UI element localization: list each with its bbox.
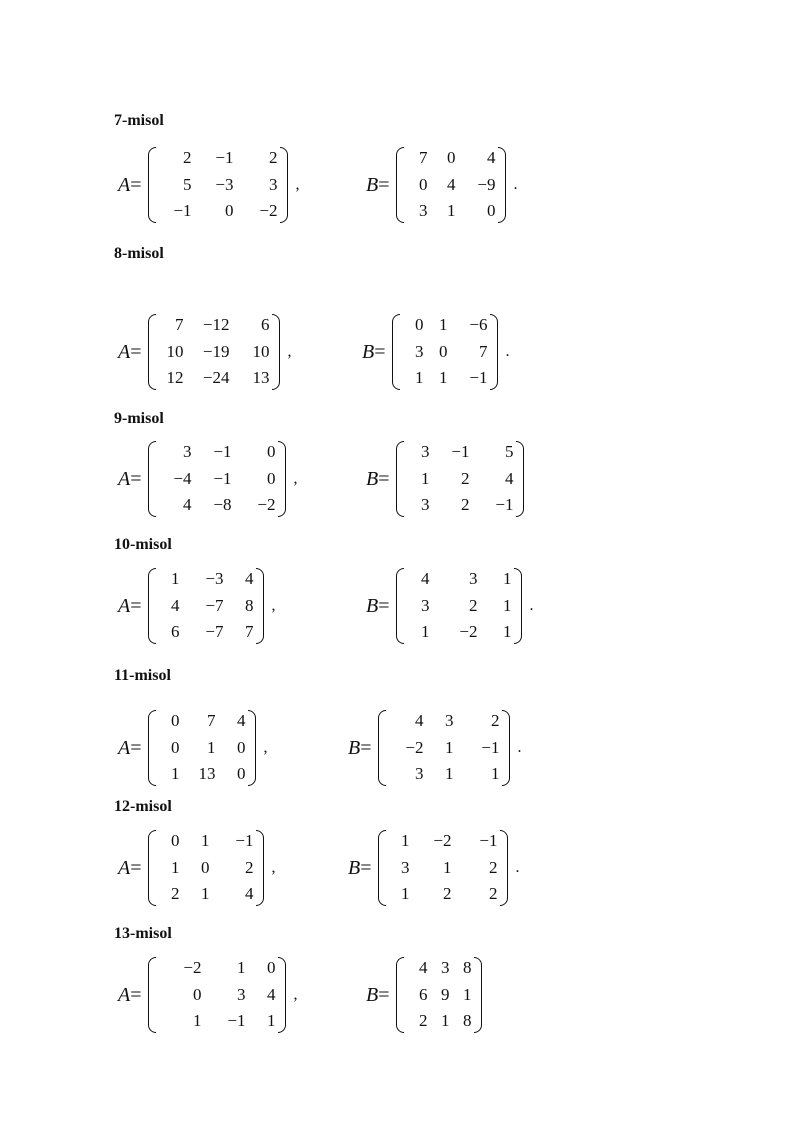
problem-heading: 7-misol [114, 112, 164, 129]
matrix-row [158, 828, 254, 855]
matrix-variable: B [366, 467, 379, 490]
matrix-row [158, 881, 254, 908]
matrix-b [392, 312, 498, 392]
matrix-cell: 3 [445, 711, 454, 731]
matrix-row [158, 1008, 276, 1035]
separator-punctuation: . [513, 176, 518, 193]
matrix-cell: 0 [171, 711, 180, 731]
separator-punctuation: . [517, 739, 522, 756]
equals-sign: = [378, 173, 390, 196]
matrix-cell: 0 [447, 148, 456, 168]
matrix-cell: 3 [421, 595, 430, 615]
matrix-cell: −1 [213, 468, 232, 488]
matrix-row [402, 312, 488, 339]
problem-heading: 11-misol [114, 667, 171, 684]
matrix-cell: 5 [505, 442, 514, 462]
matrix-cell: 7 [175, 315, 184, 335]
matrix-cell: 1 [463, 984, 472, 1004]
matrix-cell: 0 [237, 737, 246, 757]
matrix-a [148, 312, 280, 392]
matrix-cell: 3 [421, 495, 430, 515]
matrix-cell: 1 [171, 857, 180, 877]
matrix-row [158, 955, 276, 982]
matrix-cell: −1 [479, 831, 498, 851]
matrix-cell: 1 [171, 569, 180, 589]
matrix-row [158, 982, 276, 1009]
matrix-variable: B [366, 594, 379, 617]
matrix-cell: 3 [237, 984, 246, 1004]
matrix-b [378, 828, 508, 908]
matrix-b [378, 708, 510, 788]
matrix-cell: 2 [489, 884, 498, 904]
matrix-cell: 2 [461, 468, 470, 488]
matrix-cell: 7 [479, 341, 488, 361]
matrix-label [366, 595, 390, 618]
matrix-cell: 7 [419, 148, 428, 168]
matrix-cell: 2 [183, 148, 192, 168]
matrix-row [158, 619, 254, 646]
matrix-a [148, 828, 264, 908]
matrix-cell: 0 [419, 174, 428, 194]
matrix-cell: −6 [469, 315, 488, 335]
matrix-cell: −2 [459, 622, 478, 642]
matrix-cell: −3 [215, 174, 234, 194]
matrix-variable: A [118, 467, 131, 490]
equation-b [366, 564, 534, 648]
matrix-cell: −2 [257, 495, 276, 515]
matrix-row [158, 145, 278, 172]
matrix-variable: A [118, 340, 131, 363]
matrix-cell: 6 [171, 622, 180, 642]
matrix-cell: −1 [173, 201, 192, 221]
matrix-label [348, 737, 372, 760]
matrix-cell: 2 [419, 1011, 428, 1031]
matrix-cell: 0 [439, 341, 448, 361]
matrix-row [158, 198, 278, 225]
matrix-row [406, 466, 514, 493]
matrix-row [406, 492, 514, 519]
matrix-cell: 0 [225, 201, 234, 221]
matrix-cell: 13 [198, 764, 216, 784]
matrix-cell: 4 [237, 711, 246, 731]
matrix-row [406, 593, 512, 620]
equation-a [118, 143, 300, 227]
matrix-cell: 8 [463, 958, 472, 978]
matrix-cell: 1 [193, 1011, 202, 1031]
matrix-cell: −7 [205, 622, 224, 642]
matrix-row [158, 566, 254, 593]
equals-sign: = [360, 856, 372, 879]
problem-heading: 13-misol [114, 925, 172, 942]
separator-punctuation: . [505, 343, 510, 360]
matrix-cell: −2 [433, 831, 452, 851]
matrix-variable: B [348, 736, 361, 759]
matrix-cell: 1 [201, 831, 210, 851]
matrix-row [158, 365, 270, 392]
matrix-cell: 1 [441, 1011, 450, 1031]
matrix-label [118, 174, 142, 197]
matrix-row [388, 828, 498, 855]
matrix-label [366, 174, 390, 197]
matrix-cell: 1 [445, 737, 454, 757]
matrix-cell: 1 [439, 315, 448, 335]
matrix-cell: 4 [505, 468, 514, 488]
matrix-row [158, 439, 276, 466]
matrix-cell: 2 [469, 595, 478, 615]
equals-sign: = [374, 340, 386, 363]
matrix-cell: −2 [405, 737, 424, 757]
matrix-label [118, 341, 142, 364]
matrix-cell: 4 [183, 495, 192, 515]
matrix-cell: 1 [445, 764, 454, 784]
matrix-cell: 1 [401, 884, 410, 904]
matrix-cell: 10 [166, 341, 184, 361]
equals-sign: = [130, 983, 142, 1006]
matrix-variable: B [366, 983, 379, 1006]
matrix-label [118, 468, 142, 491]
matrix-variable: B [362, 340, 375, 363]
matrix-a [148, 955, 286, 1035]
matrix-cell: 4 [245, 884, 254, 904]
equals-sign: = [130, 340, 142, 363]
separator-punctuation: , [293, 470, 298, 487]
matrix-variable: A [118, 856, 131, 879]
equation-b [362, 310, 510, 394]
matrix-variable: B [366, 173, 379, 196]
matrix-cell: 4 [421, 569, 430, 589]
matrix-row [406, 145, 496, 172]
matrix-cell: 3 [269, 174, 278, 194]
matrix-row [158, 466, 276, 493]
matrix-b [396, 145, 506, 225]
matrix-cell: 1 [443, 857, 452, 877]
matrix-cell: 7 [245, 622, 254, 642]
matrix-cell: 6 [261, 315, 270, 335]
problem-heading: 9-misol [114, 410, 164, 427]
matrix-cell: 2 [491, 711, 500, 731]
matrix-cell: 2 [461, 495, 470, 515]
matrix-row [158, 312, 270, 339]
matrix-cell: 1 [491, 764, 500, 784]
matrix-row [388, 761, 500, 788]
matrix-cell: 0 [171, 737, 180, 757]
equation-b [366, 143, 518, 227]
matrix-cell: 10 [252, 341, 270, 361]
matrix-cell: −7 [205, 595, 224, 615]
matrix-cell: 1 [447, 201, 456, 221]
matrix-cell: 0 [267, 958, 276, 978]
problem-heading: 10-misol [114, 536, 172, 553]
separator-punctuation: . [515, 859, 520, 876]
matrix-a [148, 439, 286, 519]
equals-sign: = [378, 594, 390, 617]
matrix-row [406, 619, 512, 646]
matrix-variable: A [118, 736, 131, 759]
matrix-cell: 1 [401, 831, 410, 851]
equation-b [348, 826, 520, 910]
matrix-label [366, 468, 390, 491]
matrix-cell: 0 [171, 831, 180, 851]
matrix-variable: B [348, 856, 361, 879]
separator-punctuation: , [287, 343, 292, 360]
matrix-cell: 4 [171, 595, 180, 615]
matrix-row [158, 761, 246, 788]
matrix-cell: 1 [207, 737, 216, 757]
matrix-row [406, 566, 512, 593]
matrix-cell: 1 [421, 622, 430, 642]
matrix-row [388, 855, 498, 882]
matrix-cell: 4 [415, 711, 424, 731]
matrix-cell: −1 [213, 442, 232, 462]
equation-b [366, 437, 524, 521]
matrix-row [388, 881, 498, 908]
matrix-a [148, 708, 256, 788]
equation-a [118, 953, 298, 1037]
matrix-row [388, 708, 500, 735]
matrix-cell: −19 [202, 341, 230, 361]
matrix-row [402, 339, 488, 366]
matrix-cell: −8 [213, 495, 232, 515]
equals-sign: = [130, 856, 142, 879]
matrix-label [118, 984, 142, 1007]
matrix-cell: −2 [259, 201, 278, 221]
matrix-row [158, 593, 254, 620]
matrix-cell: −3 [205, 569, 224, 589]
matrix-row [158, 339, 270, 366]
separator-punctuation: , [263, 739, 268, 756]
matrix-cell: −9 [477, 174, 496, 194]
matrix-cell: −1 [235, 831, 254, 851]
matrix-row [406, 982, 472, 1009]
equals-sign: = [130, 594, 142, 617]
matrix-cell: 3 [419, 201, 428, 221]
matrix-cell: 2 [489, 857, 498, 877]
matrix-cell: 0 [267, 442, 276, 462]
matrix-cell: 3 [415, 764, 424, 784]
separator-punctuation: . [529, 597, 534, 614]
matrix-row [158, 735, 246, 762]
matrix-variable: A [118, 594, 131, 617]
separator-punctuation: , [295, 176, 300, 193]
matrix-cell: 2 [245, 857, 254, 877]
matrix-row [406, 172, 496, 199]
equation-a [118, 564, 276, 648]
equals-sign: = [130, 467, 142, 490]
matrix-cell: 2 [443, 884, 452, 904]
matrix-cell: −1 [227, 1011, 246, 1031]
matrix-cell: 3 [441, 958, 450, 978]
equals-sign: = [378, 983, 390, 1006]
matrix-b [396, 439, 524, 519]
equation-a [118, 310, 292, 394]
matrix-cell: 3 [401, 857, 410, 877]
matrix-cell: 0 [193, 984, 202, 1004]
matrix-row [158, 855, 254, 882]
matrix-cell: −1 [495, 495, 514, 515]
separator-punctuation: , [271, 597, 276, 614]
equation-b [366, 953, 482, 1037]
matrix-cell: 1 [415, 368, 424, 388]
equals-sign: = [130, 173, 142, 196]
matrix-cell: 3 [469, 569, 478, 589]
matrix-cell: 1 [237, 958, 246, 978]
matrix-cell: 1 [503, 622, 512, 642]
equation-b [348, 706, 522, 790]
matrix-row [406, 198, 496, 225]
matrix-cell: 0 [267, 468, 276, 488]
matrix-cell: −12 [202, 315, 230, 335]
separator-punctuation: , [271, 859, 276, 876]
matrix-label [118, 857, 142, 880]
matrix-a [148, 566, 264, 646]
matrix-cell: 4 [245, 569, 254, 589]
matrix-cell: 4 [447, 174, 456, 194]
matrix-cell: −1 [481, 737, 500, 757]
matrix-cell: 3 [421, 442, 430, 462]
matrix-cell: 8 [463, 1011, 472, 1031]
matrix-cell: 4 [419, 958, 428, 978]
matrix-cell: 1 [439, 368, 448, 388]
matrix-row [402, 365, 488, 392]
equals-sign: = [130, 736, 142, 759]
matrix-a [148, 145, 288, 225]
matrix-b [396, 955, 482, 1035]
matrix-cell: 6 [419, 984, 428, 1004]
matrix-cell: 3 [183, 442, 192, 462]
matrix-row [406, 1008, 472, 1035]
equals-sign: = [378, 467, 390, 490]
equals-sign: = [360, 736, 372, 759]
equation-a [118, 706, 268, 790]
matrix-cell: 4 [487, 148, 496, 168]
matrix-cell: 12 [166, 368, 184, 388]
matrix-label [118, 737, 142, 760]
matrix-cell: 0 [237, 764, 246, 784]
separator-punctuation: , [293, 986, 298, 1003]
matrix-b [396, 566, 522, 646]
matrix-label [366, 984, 390, 1007]
matrix-cell: 13 [252, 368, 270, 388]
matrix-variable: A [118, 173, 131, 196]
matrix-cell: −24 [202, 368, 230, 388]
problem-heading: 12-misol [114, 798, 172, 815]
matrix-row [158, 492, 276, 519]
matrix-cell: −2 [183, 958, 202, 978]
matrix-cell: 7 [207, 711, 216, 731]
matrix-row [158, 708, 246, 735]
matrix-cell: −1 [451, 442, 470, 462]
problem-heading: 8-misol [114, 245, 164, 262]
equation-a [118, 826, 276, 910]
matrix-cell: 1 [267, 1011, 276, 1031]
equation-a [118, 437, 298, 521]
matrix-row [388, 735, 500, 762]
matrix-row [406, 955, 472, 982]
matrix-cell: 5 [183, 174, 192, 194]
matrix-cell: 1 [171, 764, 180, 784]
matrix-label [348, 857, 372, 880]
matrix-cell: 2 [269, 148, 278, 168]
matrix-cell: 0 [487, 201, 496, 221]
matrix-row [158, 172, 278, 199]
matrix-variable: A [118, 983, 131, 1006]
matrix-cell: 3 [415, 341, 424, 361]
matrix-cell: 1 [503, 569, 512, 589]
matrix-cell: −1 [215, 148, 234, 168]
matrix-cell: 1 [503, 595, 512, 615]
matrix-cell: −4 [173, 468, 192, 488]
matrix-cell: 1 [201, 884, 210, 904]
matrix-cell: 0 [415, 315, 424, 335]
matrix-cell: 2 [171, 884, 180, 904]
matrix-cell: −1 [469, 368, 488, 388]
matrix-cell: 8 [245, 595, 254, 615]
matrix-label [118, 595, 142, 618]
matrix-cell: 1 [421, 468, 430, 488]
matrix-cell: 4 [267, 984, 276, 1004]
matrix-label [362, 341, 386, 364]
matrix-row [406, 439, 514, 466]
matrix-cell: 9 [441, 984, 450, 1004]
matrix-cell: 0 [201, 857, 210, 877]
